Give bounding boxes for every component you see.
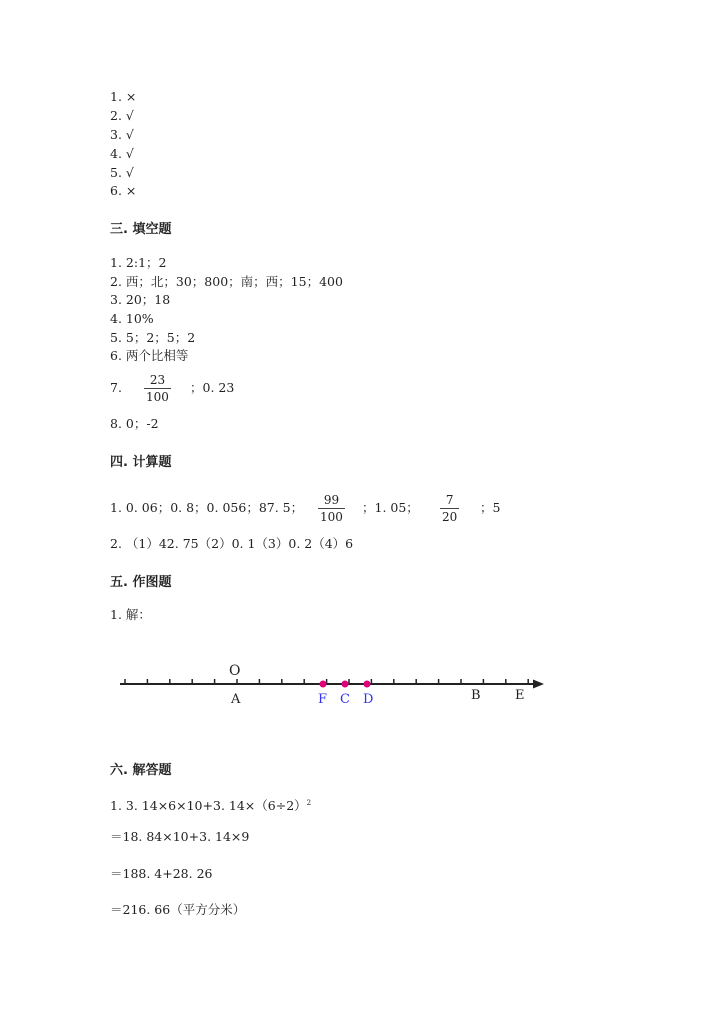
solution-step: ＝216. 66（平方分米） — [110, 902, 246, 917]
point-f-marker — [320, 681, 327, 688]
answer-line: 4. √ — [110, 146, 134, 161]
answer-line: 4. 10% — [110, 311, 154, 326]
fraction-numerator: 99 — [323, 493, 340, 507]
answer-line-middle: ；1. 05； — [362, 500, 419, 515]
number-line-diagram — [0, 650, 720, 720]
fraction — [318, 493, 345, 524]
label-f: F — [318, 692, 328, 707]
label-c: C — [340, 692, 350, 707]
fraction-numerator: 7 — [445, 493, 454, 507]
answer-line: 6. 两个比相等 — [110, 348, 189, 363]
fraction — [440, 493, 459, 524]
answer-line: 6. × — [110, 183, 137, 198]
answer-line-rest: ；0. 23 — [190, 380, 235, 395]
answer-line-prefix: 1. 0. 06；0. 8；0. 056；87. 5； — [110, 500, 304, 515]
label-e: E — [515, 688, 525, 703]
fraction-denominator: 100 — [320, 510, 343, 524]
fraction-bar — [318, 508, 345, 509]
solution-step — [110, 795, 311, 814]
answer-line: 2. √ — [110, 108, 134, 123]
answer-line: 2. 西；北；30；800；南；西；15；400 — [110, 274, 343, 289]
answer-line: 3. 20；18 — [110, 292, 171, 307]
label-o: O — [229, 663, 241, 679]
fraction-bar — [440, 508, 459, 509]
answer-line: 2. （1）42. 75（2）0. 1（3）0. 2（4）6 — [110, 536, 354, 551]
label-d: D — [363, 692, 374, 707]
answer-line: 5. 5；2；5；2 — [110, 330, 196, 345]
section-title: 四. 计算题 — [110, 455, 172, 470]
answer-line-label: 7. — [110, 380, 122, 395]
point-c-marker — [342, 681, 349, 688]
number-line-arrowhead — [533, 680, 544, 689]
answer-line: 1. × — [110, 89, 137, 104]
answer-line: 3. √ — [110, 127, 134, 142]
section-title: 三. 填空题 — [110, 222, 172, 237]
fraction-numerator: 23 — [149, 373, 166, 387]
label-b: B — [471, 688, 481, 703]
solution-step: ＝18. 84×10+3. 14×9 — [110, 829, 250, 844]
fraction-denominator: 100 — [146, 390, 169, 404]
exponent: 2 — [306, 799, 312, 807]
solution-step: ＝188. 4+28. 26 — [110, 866, 213, 881]
section-title: 六. 解答题 — [110, 763, 172, 778]
answer-line: 1. 解： — [110, 607, 151, 622]
label-a: A — [231, 692, 241, 707]
solution-step-text: 1. 3. 14×6×10+3. 14×（6÷2） — [110, 798, 307, 814]
fraction-bar — [144, 388, 171, 389]
point-d-marker — [364, 681, 371, 688]
answer-line: 8. 0；-2 — [110, 416, 159, 431]
fraction-denominator: 20 — [442, 510, 458, 524]
answer-line: 5. √ — [110, 165, 134, 180]
answer-line-suffix: ；5 — [480, 500, 501, 515]
answer-line: 1. 2:1；2 — [110, 255, 167, 270]
section-title: 五. 作图题 — [110, 575, 172, 590]
fraction — [144, 373, 171, 404]
